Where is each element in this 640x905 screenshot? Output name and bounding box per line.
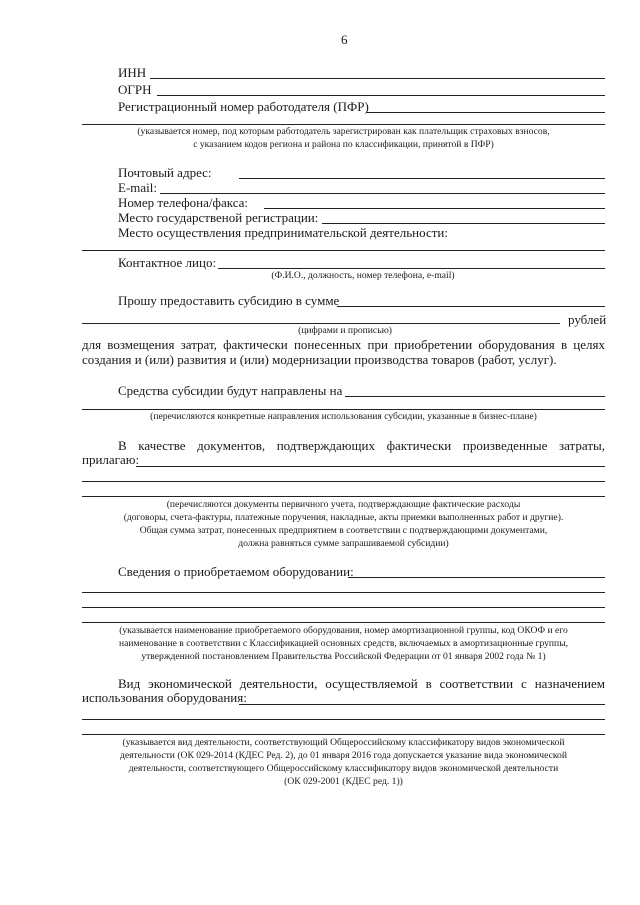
pfr-note-2: с указанием кодов региона и района по классификации, принятой в ПФР) [193, 139, 494, 150]
contact-label: Контактное лицо: [118, 255, 217, 270]
equipment-note-2: наименование в соответствии с Классификацией основных средств, включаемых в амортизационные группы, [118, 638, 569, 649]
postal-field-line[interactable] [239, 178, 605, 179]
activity-field-line-3[interactable] [82, 734, 605, 735]
business-place-label: Место осуществления предпринимательской деятельности: [118, 225, 448, 240]
activity-field-line-1[interactable] [239, 704, 605, 705]
amount-note: (цифрами и прописью) [298, 325, 392, 336]
equipment-field-line-4[interactable] [82, 622, 605, 623]
activity-note-3: деятельности, соответствующего Общероссийскому классификатору видов экономической деятельности [128, 763, 559, 774]
ogrn-label: ОГРН [118, 82, 152, 97]
postal-label: Почтовый адрес: [118, 165, 212, 180]
purpose-line-1: для возмещения затрат, фактически понесенных при приобретении оборудования в целях [82, 337, 605, 352]
pfr-reg-field-line[interactable] [366, 112, 605, 113]
activity-line-1: Вид экономической деятельности, осуществляемой в соответствии с назначением [118, 676, 605, 691]
equipment-field-line-3[interactable] [82, 607, 605, 608]
page-number: 6 [341, 32, 348, 47]
rubles-label: рублей [568, 312, 607, 327]
activity-note-4: (ОК 029-2001 (КДЕС ред. 1)) [284, 776, 403, 787]
pfr-note-1: (указывается номер, под которым работодатель зарегистрирован как плательщик страховых взносов, [137, 126, 550, 137]
equipment-field-line-1[interactable] [348, 577, 605, 578]
business-place-field-line[interactable] [82, 250, 605, 251]
ogrn-field-line[interactable] [157, 95, 605, 96]
activity-field-line-2[interactable] [82, 719, 605, 720]
documents-field-line-3[interactable] [82, 496, 605, 497]
documents-line-2: прилагаю: [82, 452, 140, 467]
pfr-reg-label: Регистрационный номер работодателя (ПФР) [118, 99, 369, 114]
equipment-field-line-2[interactable] [82, 592, 605, 593]
activity-note-1: (указывается вид деятельности, соответствующий Общероссийскому классификатору видов экономической [122, 737, 565, 748]
phone-field-line[interactable] [264, 208, 605, 209]
directions-label: Средства субсидии будут направлены на [118, 383, 343, 398]
documents-note-3: Общая сумма затрат, понесенных предприятием в соответствии с подтверждающими документами, [139, 525, 548, 536]
documents-note-4: должна равняться сумме запрашиваемой субсидии) [238, 538, 449, 549]
directions-note: (перечисляются конкретные направления использования субсидии, указанные в бизнес-плане) [150, 411, 537, 422]
email-field-line[interactable] [160, 193, 605, 194]
purpose-line-2: создания и (или) развития и (или) модернизации производства товаров (работ, услуг). [82, 352, 557, 367]
subsidy-amount-field-line-2[interactable] [82, 323, 560, 324]
inn-field-line[interactable] [150, 78, 605, 79]
documents-field-line-1[interactable] [136, 466, 605, 467]
documents-line-1: В качестве документов, подтверждающих фактически произведенные затраты, [118, 438, 605, 453]
directions-field-line[interactable] [345, 396, 605, 397]
phone-label: Номер телефона/факса: [118, 195, 249, 210]
state-reg-label: Место государственой регистрации: [118, 210, 319, 225]
directions-field-line-2[interactable] [82, 409, 605, 410]
state-reg-field-line[interactable] [322, 223, 605, 224]
documents-note-1: (перечисляются документы первичного учета, подтверждающие фактические расходы [166, 499, 521, 510]
activity-note-2: деятельности (ОК 029-2014 (КДЕС Ред. 2), до 01 января 2016 года допускается указание вида экономической [120, 750, 567, 761]
documents-field-line-2[interactable] [82, 481, 605, 482]
pfr-reg-field-line-2[interactable] [82, 124, 605, 125]
equipment-note-3: утвержденной постановлением Правительства Российской Федерации от 01 января 2002 года № 1) [141, 651, 546, 662]
activity-line-2: использования оборудования: [82, 690, 247, 705]
equipment-label: Сведения о приобретаемом оборудовании: [118, 564, 354, 579]
subsidy-amount-field-line[interactable] [337, 306, 605, 307]
contact-field-line[interactable] [218, 268, 605, 269]
email-label: E-mail: [118, 180, 157, 195]
equipment-note-1: (указывается наименование приобретаемого оборудования, номер амортизационной группы, код ОКОФ и его [119, 625, 568, 636]
inn-label: ИНН [118, 65, 147, 80]
documents-note-2: (договоры, счета-фактуры, платежные поручения, накладные, акты приемки выполненных работ и другие). [123, 512, 564, 523]
contact-note: (Ф.И.О., должность, номер телефона, e-mail) [271, 270, 455, 281]
subsidy-request-label: Прошу предоставить субсидию в сумме [118, 293, 340, 308]
